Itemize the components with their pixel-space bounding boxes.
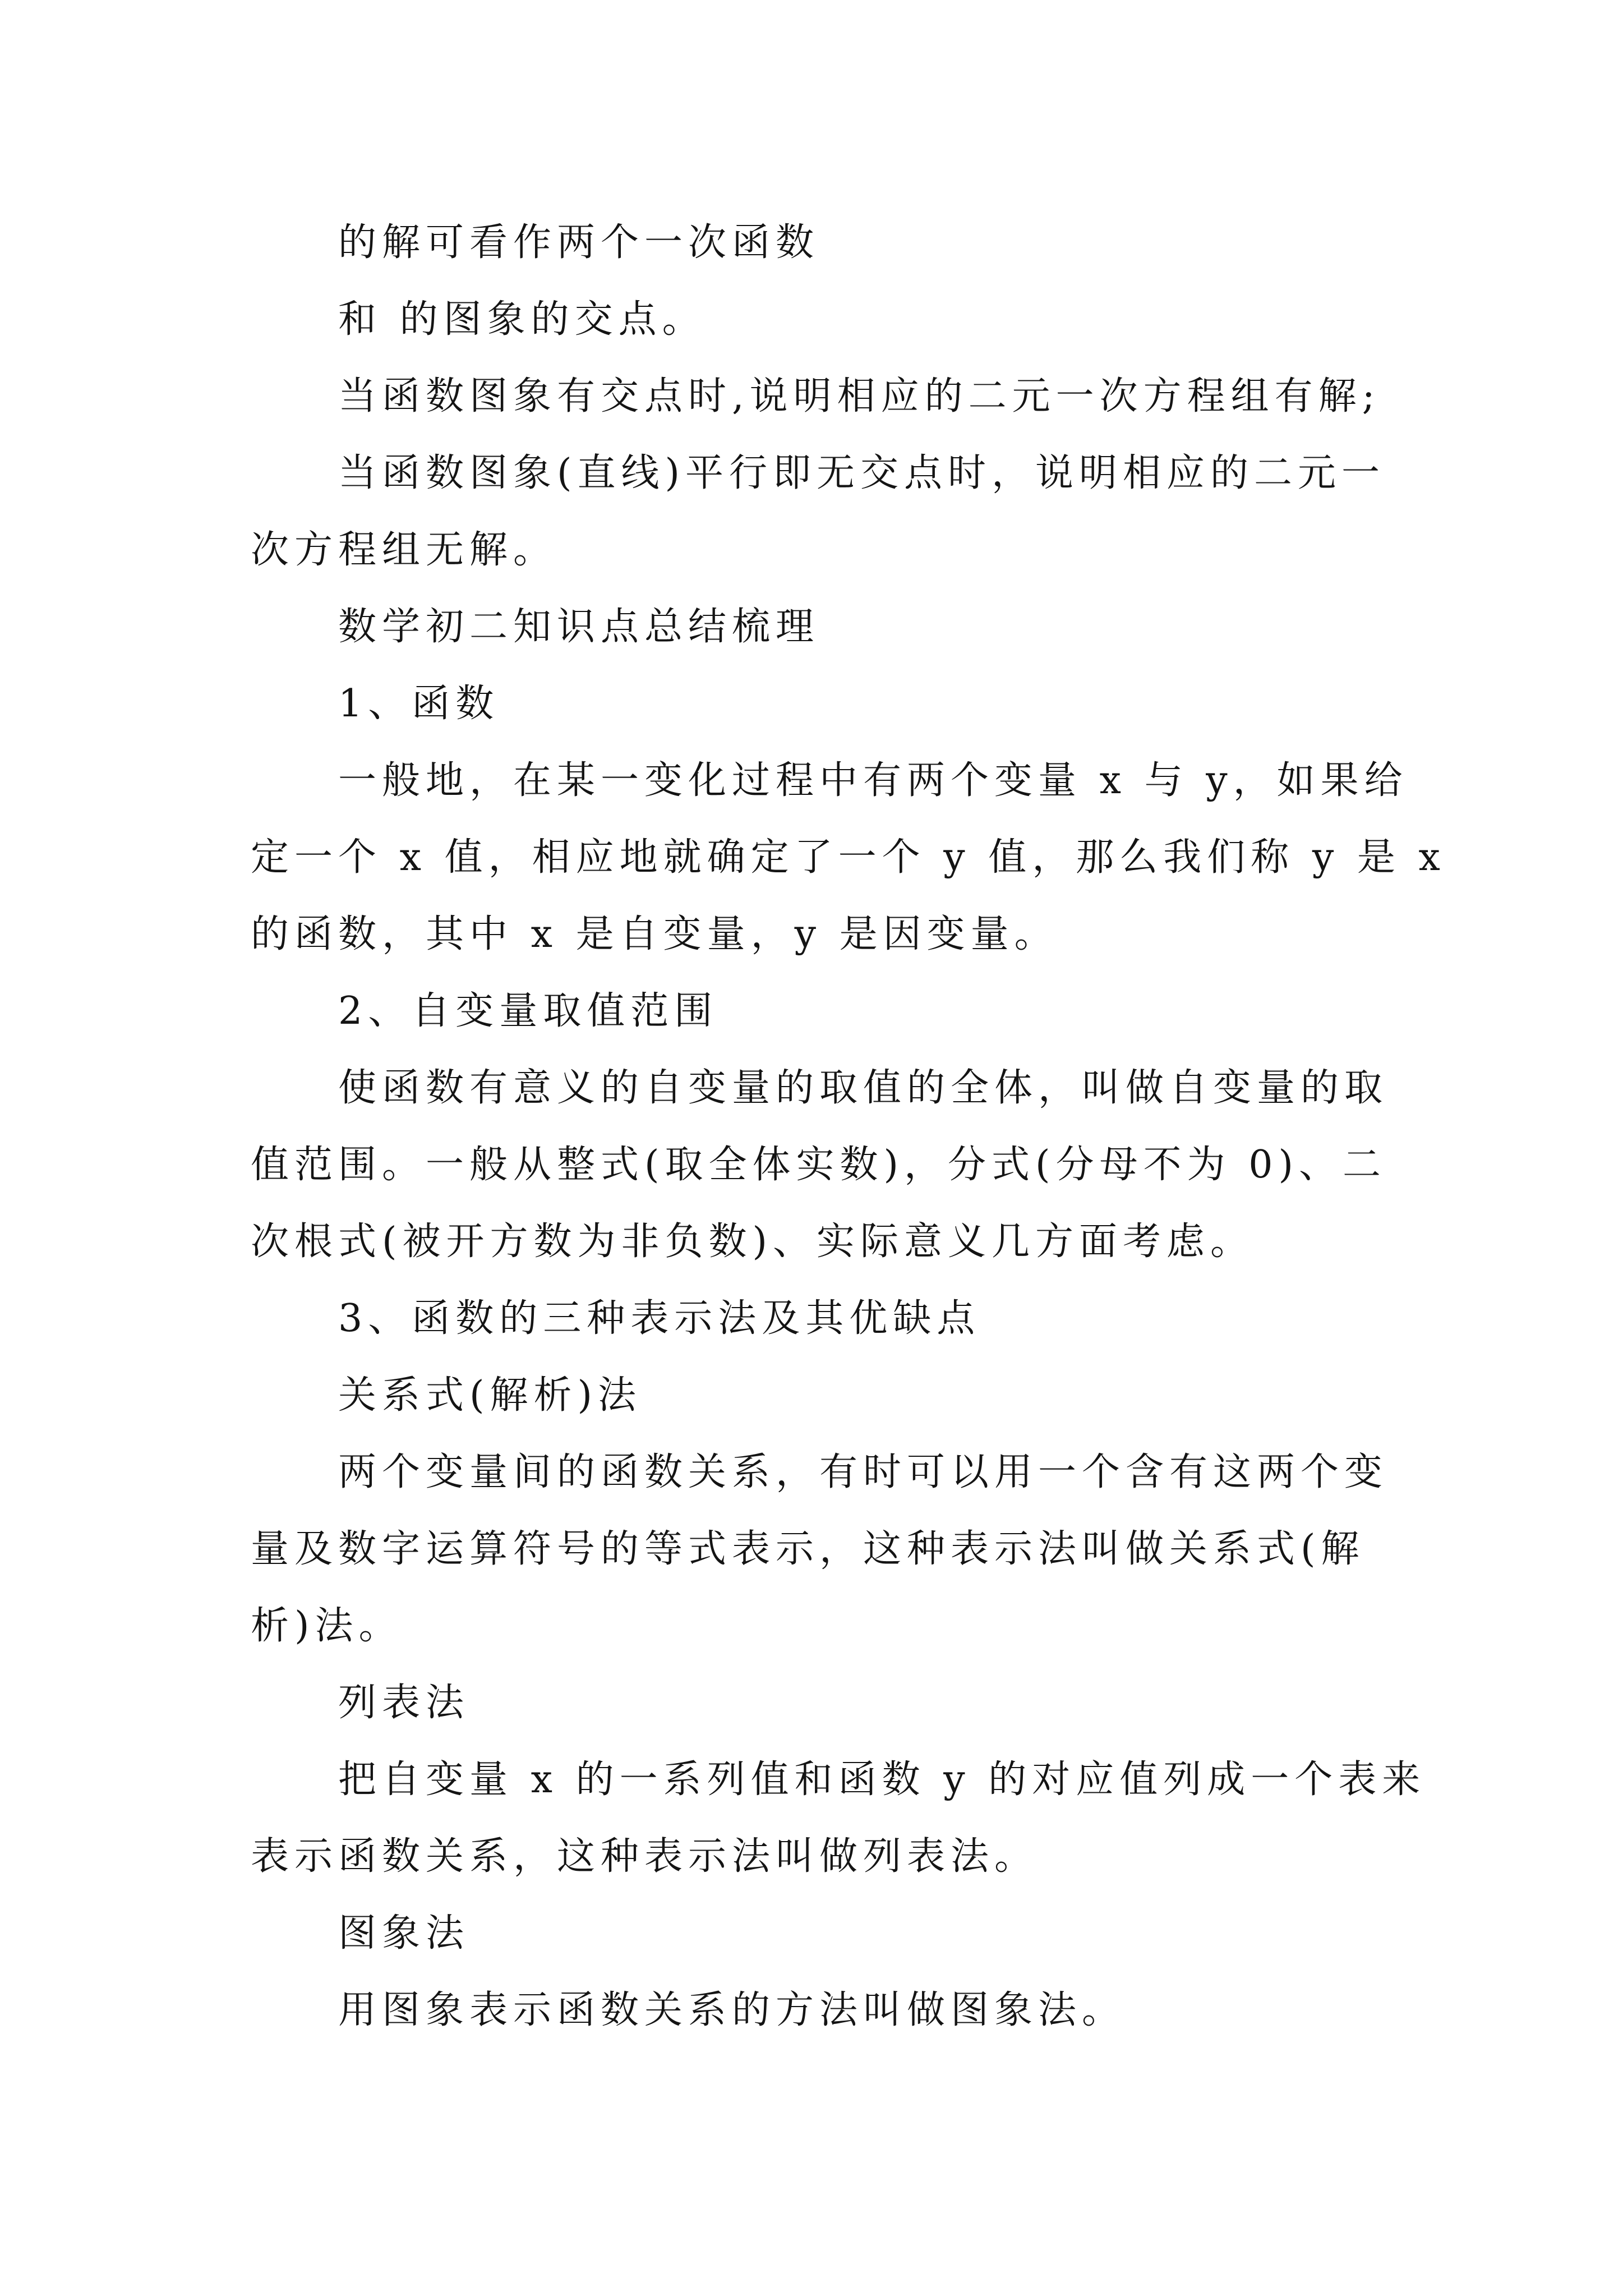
- section-heading: 2、自变量取值范围: [338, 989, 718, 1033]
- section-heading: 1、函数: [338, 682, 500, 726]
- text-line: 析)法。: [251, 1604, 403, 1648]
- text-line: 当函数图象(直线)平行即无交点时，说明相应的二元一: [338, 451, 1386, 495]
- text-line: 和 的图象的交点。: [338, 297, 706, 342]
- text-line: 次根式(被开方数为非负数)、实际意义几方面考虑。: [251, 1220, 1255, 1264]
- section-heading: 数学初二知识点总结梳理: [338, 605, 820, 649]
- text-line: 一般地，在某一变化过程中有两个变量 x 与 y，如果给: [338, 758, 1408, 803]
- text-line: 使函数有意义的自变量的取值的全体，叫做自变量的取: [338, 1066, 1389, 1110]
- text-line: 把自变量 x 的一系列值和函数 y 的对应值列成一个表来: [338, 1757, 1426, 1802]
- text-line: 值范围。一般从整式(取全体实数)，分式(分母不为 0)、二: [251, 1143, 1386, 1187]
- subsection-heading: 图象法: [338, 1911, 470, 1955]
- text-line: 的函数，其中 x 是自变量，y 是因变量。: [251, 912, 1058, 956]
- text-line: 当函数图象有交点时,说明相应的二元一次方程组有解;: [338, 374, 1381, 418]
- text-line: 的解可看作两个一次函数: [338, 220, 820, 265]
- text-line: 量及数字运算符号的等式表示，这种表示法叫做关系式(解: [251, 1527, 1365, 1571]
- text-line: 表示函数关系，这种表示法叫做列表法。: [251, 1834, 1039, 1879]
- section-heading: 3、函数的三种表示法及其优缺点: [338, 1296, 981, 1341]
- text-line: 次方程组无解。: [251, 528, 557, 572]
- text-line: 定一个 x 值，相应地就确定了一个 y 值，那么我们称 y 是 x: [251, 835, 1446, 880]
- subsection-heading: 列表法: [338, 1681, 470, 1725]
- subsection-heading: 关系式(解析)法: [338, 1373, 642, 1418]
- text-line: 两个变量间的函数关系，有时可以用一个含有这两个变: [338, 1450, 1389, 1494]
- text-line: 用图象表示函数关系的方法叫做图象法。: [338, 1988, 1126, 2032]
